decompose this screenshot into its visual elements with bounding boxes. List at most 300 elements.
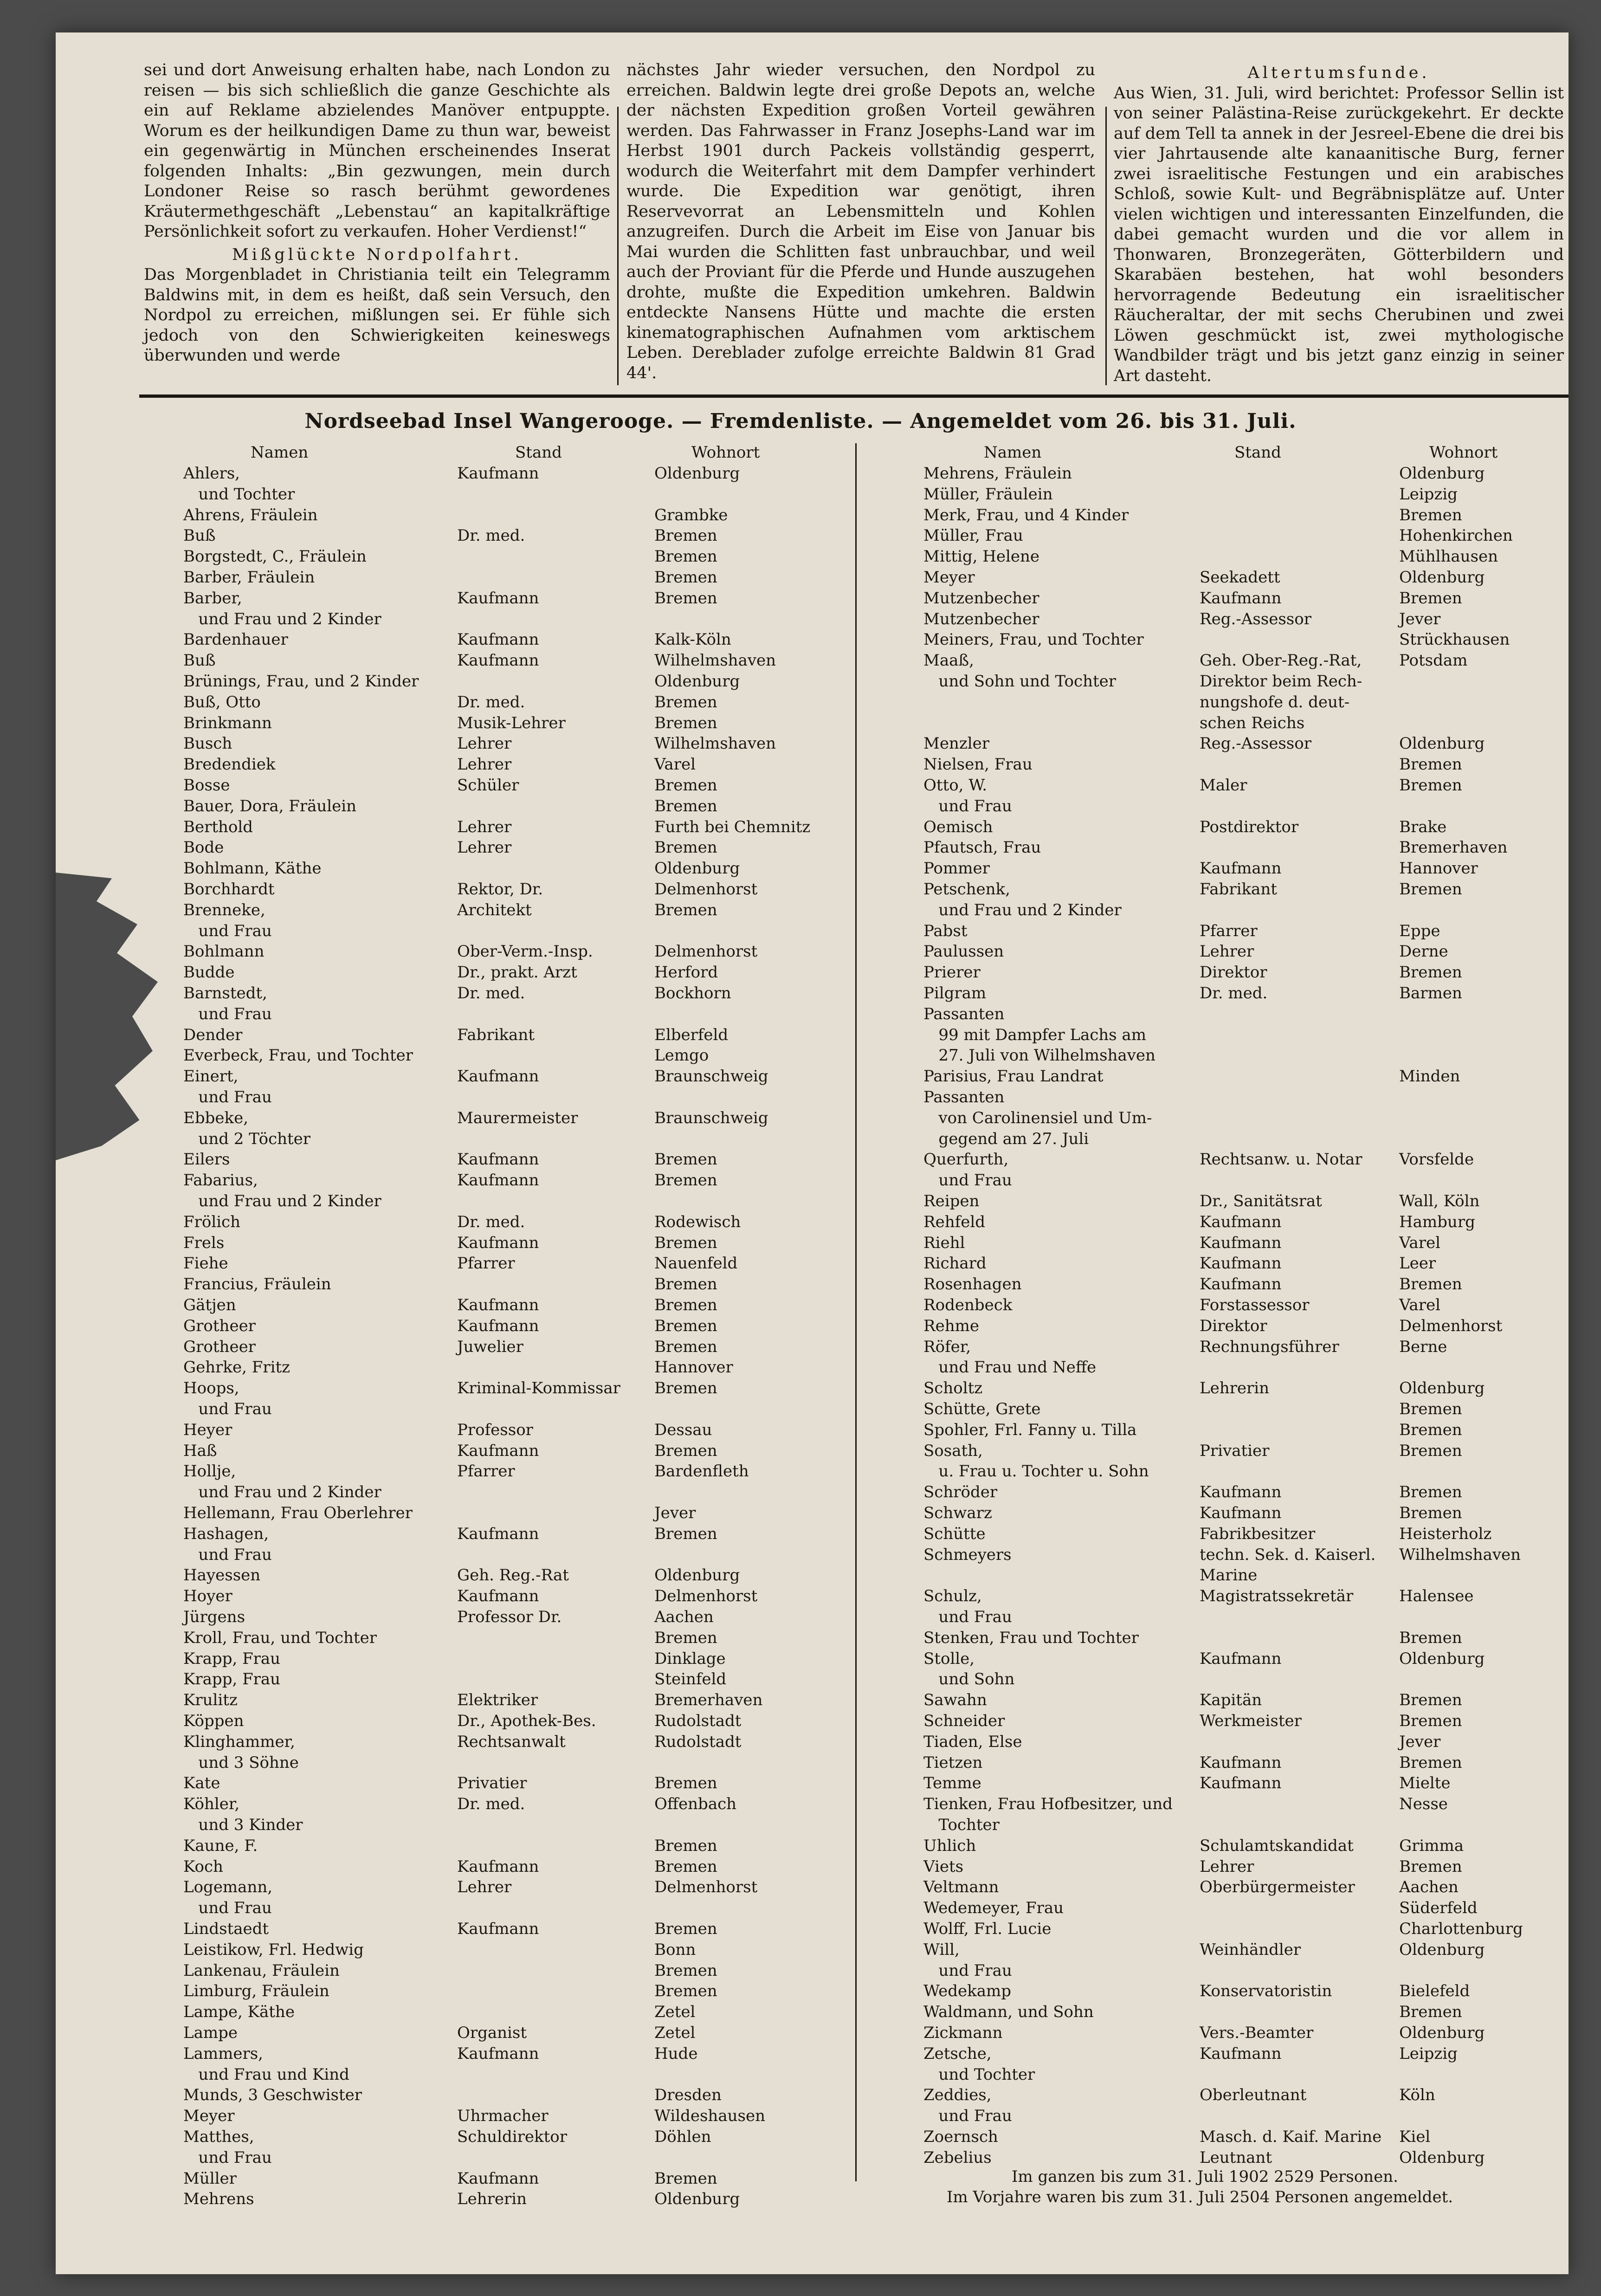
guest-name: Meyer bbox=[183, 2107, 235, 2126]
guest-residence: Bremen bbox=[654, 900, 717, 919]
guest-residence: Delmenhorst bbox=[1399, 1316, 1503, 1335]
guest-residence: Bremen bbox=[654, 1836, 717, 1855]
guest-name: Waldmann, und Sohn bbox=[923, 2003, 1094, 2022]
guest-name: und Frau bbox=[183, 1400, 272, 1418]
guest-name: Pilgram bbox=[923, 984, 987, 1002]
guest-occupation: Rechnungsführer bbox=[1200, 1337, 1339, 1356]
guest-residence: Bremen bbox=[1399, 880, 1462, 899]
guest-residence: Bremen bbox=[654, 1628, 717, 1647]
guest-residence: Bremen bbox=[654, 776, 717, 795]
guest-occupation: Kaufmann bbox=[457, 1316, 539, 1335]
guest-name: Riehl bbox=[923, 1233, 965, 1252]
guest-occupation: Kaufmann bbox=[1200, 1483, 1282, 1502]
article-text: Das Morgenbladet in Christiania teilt ein Telegramm Baldwins mit, in dem es heißt, daß sein Versuch, den Nordpol zu erreichen, mißlungen sei. Er fühle sich jedoch von den Schwierigkeiten keineswegs überwunden und werde bbox=[144, 265, 610, 365]
guest-residence: Strückhausen bbox=[1399, 630, 1510, 649]
guest-name: gegend am 27. Juli bbox=[923, 1129, 1089, 1148]
guest-residence: Bremen bbox=[654, 796, 717, 815]
guest-name: Busch bbox=[183, 734, 232, 753]
guest-name: Kaune, F. bbox=[183, 1836, 258, 1855]
guest-residence: Bremen bbox=[654, 1920, 717, 1938]
guest-name: Nielsen, Frau bbox=[923, 755, 1033, 774]
guest-name: Mittig, Helene bbox=[923, 547, 1040, 566]
guest-residence: Derne bbox=[1399, 942, 1448, 961]
guest-name: Wedemeyer, Frau bbox=[923, 1899, 1064, 1918]
guest-name: Zeddies, bbox=[923, 2086, 992, 2105]
guest-occupation: Architekt bbox=[457, 900, 532, 919]
guest-occupation: Kaufmann bbox=[457, 651, 539, 670]
guest-name: Temme bbox=[923, 1774, 981, 1793]
guest-name: und Tochter bbox=[923, 2065, 1035, 2084]
guest-name: Schröder bbox=[923, 1483, 998, 1502]
guest-residence: Bremen bbox=[1399, 1400, 1462, 1418]
guest-residence: Bremen bbox=[654, 1524, 717, 1543]
guest-residence: Hude bbox=[654, 2044, 698, 2063]
guest-name: Paulussen bbox=[923, 942, 1004, 961]
guest-residence: Offenbach bbox=[654, 1795, 737, 1814]
guest-residence: Rodewisch bbox=[654, 1212, 741, 1231]
guest-name: Veltmann bbox=[923, 1878, 999, 1897]
guest-residence: Oldenburg bbox=[1399, 2024, 1485, 2042]
guest-occupation: Kaufmann bbox=[457, 1524, 539, 1543]
guest-residence: Oldenburg bbox=[1399, 1940, 1485, 1959]
guest-occupation: Rektor, Dr. bbox=[457, 880, 543, 899]
guest-name: Prierer bbox=[923, 963, 981, 982]
guest-residence: Herford bbox=[654, 963, 718, 982]
guest-residence: Oldenburg bbox=[1399, 464, 1485, 483]
guest-occupation: Professor bbox=[457, 1420, 533, 1439]
guest-name: Bredendiek bbox=[183, 755, 276, 774]
guest-name: und Frau und 2 Kinder bbox=[183, 1192, 381, 1210]
guest-name: Frölich bbox=[183, 1212, 241, 1231]
guest-name: Ahrens, Fräulein bbox=[183, 505, 318, 524]
guest-name: und Frau bbox=[183, 2148, 272, 2167]
guest-occupation: Kaufmann bbox=[1200, 1504, 1282, 1522]
guest-occupation: Kaufmann bbox=[457, 1150, 539, 1169]
total-current: Im ganzen bis zum 31. Juli 1902 2529 Personen. bbox=[1012, 2167, 1398, 2186]
guest-residence: Bremen bbox=[654, 1316, 717, 1335]
guest-name: Koch bbox=[183, 1857, 223, 1876]
guest-name: und Frau und 2 Kinder bbox=[183, 1483, 381, 1502]
guest-residence: Nesse bbox=[1399, 1795, 1448, 1814]
guest-occupation: Maler bbox=[1200, 776, 1247, 795]
header-wohnort-left: Wohnort bbox=[691, 443, 760, 462]
guest-residence: Nauenfeld bbox=[654, 1254, 738, 1273]
guest-residence: Furth bei Chemnitz bbox=[654, 817, 811, 836]
guest-occupation: Kaufmann bbox=[457, 1296, 539, 1314]
guest-name: Bohlmann, Käthe bbox=[183, 859, 322, 878]
guest-occupation: Lehrer bbox=[1200, 942, 1254, 961]
guest-residence: Barmen bbox=[1399, 984, 1462, 1002]
guestlist-title: Nordseebad Insel Wangerooge. — Fremdenliste. — Angemeldet vom 26. bis 31. Juli. bbox=[304, 409, 1297, 433]
guest-name: Bosse bbox=[183, 776, 230, 795]
guest-occupation: Fabrikbesitzer bbox=[1200, 1524, 1316, 1543]
header-stand-right: Stand bbox=[1234, 443, 1281, 462]
guest-name: und 2 Töchter bbox=[183, 1129, 311, 1148]
guest-residence: Bremen bbox=[1399, 755, 1462, 774]
guest-occupation: Kaufmann bbox=[1200, 1753, 1282, 1772]
guest-name: Spohler, Frl. Fanny u. Tilla bbox=[923, 1420, 1137, 1439]
guest-name: Lindstaedt bbox=[183, 1920, 269, 1938]
guest-occupation: Uhrmacher bbox=[457, 2107, 549, 2126]
guest-name: Meyer bbox=[923, 568, 975, 587]
guest-name: Müller bbox=[183, 2169, 237, 2188]
guest-occupation: Direktor bbox=[1200, 963, 1267, 982]
guest-occupation: Kaufmann bbox=[457, 1587, 539, 1606]
guest-name: Rehme bbox=[923, 1316, 979, 1335]
guest-name: Bode bbox=[183, 838, 224, 857]
guest-residence: Bardenfleth bbox=[654, 1462, 749, 1481]
article-column-1 bbox=[144, 60, 610, 385]
guest-occupation: Kriminal-Kommissar bbox=[457, 1379, 620, 1398]
guest-occupation: Seekadett bbox=[1200, 568, 1280, 587]
guest-residence: Bremen bbox=[654, 1961, 717, 1980]
guest-name: Borchhardt bbox=[183, 880, 275, 899]
guest-name: Richard bbox=[923, 1254, 987, 1273]
guest-name: u. Frau u. Tochter u. Sohn bbox=[923, 1462, 1149, 1481]
guest-residence: Dinklage bbox=[654, 1649, 726, 1668]
guest-name: und 3 Söhne bbox=[183, 1753, 299, 1772]
guest-occupation: Leutnant bbox=[1200, 2148, 1272, 2167]
total-previous: Im Vorjahre waren bis zum 31. Juli 2504 Personen angemeldet. bbox=[947, 2188, 1453, 2206]
guest-name: Barnstedt, bbox=[183, 984, 267, 1002]
guest-residence: Bonn bbox=[654, 1940, 696, 1959]
guest-residence: Oldenburg bbox=[654, 2190, 740, 2209]
guest-residence: Hamburg bbox=[1399, 1212, 1475, 1231]
guest-name: Limburg, Fräulein bbox=[183, 1982, 329, 2001]
guest-name: Tienken, Frau Hofbesitzer, und bbox=[923, 1795, 1173, 1814]
guest-occupation: Kaufmann bbox=[1200, 2044, 1282, 2063]
guest-residence: Braunschweig bbox=[654, 1067, 768, 1086]
guest-occupation: Forstassessor bbox=[1200, 1296, 1310, 1314]
guest-residence: Bremen bbox=[654, 1233, 717, 1252]
guest-name: Merk, Frau, und 4 Kinder bbox=[923, 505, 1129, 524]
guest-occupation: Kaufmann bbox=[1200, 589, 1282, 608]
guest-occupation: Weinhändler bbox=[1200, 1940, 1301, 1959]
guest-occupation: Reg.-Assessor bbox=[1200, 609, 1311, 628]
guest-name: Schulz, bbox=[923, 1587, 982, 1606]
guest-occupation: Juwelier bbox=[457, 1337, 523, 1356]
guest-name: und Frau bbox=[923, 2107, 1012, 2126]
guest-occupation: Kaufmann bbox=[457, 464, 539, 483]
guest-name: Wolff, Frl. Lucie bbox=[923, 1920, 1052, 1938]
guest-name: Mutzenbecher bbox=[923, 589, 1039, 608]
guest-name: Rodenbeck bbox=[923, 1296, 1013, 1314]
guest-name: und Frau bbox=[183, 1088, 272, 1106]
guest-residence: Eppe bbox=[1399, 921, 1440, 940]
guest-name: Eilers bbox=[183, 1150, 230, 1169]
guest-residence: Wildeshausen bbox=[654, 2107, 765, 2126]
guest-residence: Zetel bbox=[654, 2024, 696, 2042]
guest-name: Lammers, bbox=[183, 2044, 263, 2063]
guest-name: und Frau und Neffe bbox=[923, 1358, 1097, 1377]
guest-name: Reipen bbox=[923, 1192, 980, 1210]
guest-occupation: Oberleutnant bbox=[1200, 2086, 1307, 2105]
guest-occupation: Postdirektor bbox=[1200, 817, 1299, 836]
guest-name: Barber, Fräulein bbox=[183, 568, 315, 587]
guest-occupation: Magistratssekretär bbox=[1200, 1587, 1354, 1606]
guest-residence: Bremen bbox=[654, 1774, 717, 1793]
guest-residence: Bremerhaven bbox=[654, 1691, 763, 1710]
guest-name: Sawahn bbox=[923, 1691, 987, 1710]
guest-name: Brinkmann bbox=[183, 713, 272, 732]
guest-residence: Charlottenburg bbox=[1399, 1920, 1523, 1938]
guest-occupation: Lehrer bbox=[1200, 1857, 1254, 1876]
guest-occupation: Direktor beim Rech- bbox=[1200, 672, 1362, 691]
guest-residence: Bremen bbox=[1399, 1504, 1462, 1522]
column-rule bbox=[855, 443, 857, 2181]
guest-occupation: Ober-Verm.-Insp. bbox=[457, 942, 593, 961]
guest-name: 27. Juli von Wilhelmshaven bbox=[923, 1046, 1156, 1065]
guest-residence: Oldenburg bbox=[654, 859, 740, 878]
guest-name: Zickmann bbox=[923, 2024, 1003, 2042]
guest-name: Gätjen bbox=[183, 1296, 236, 1314]
guest-residence: Bremen bbox=[1399, 1857, 1462, 1876]
guest-name: Querfurth, bbox=[923, 1150, 1009, 1169]
guest-residence: Bremen bbox=[1399, 1275, 1462, 1294]
section-rule bbox=[139, 395, 1569, 398]
guest-residence: Varel bbox=[654, 755, 696, 774]
guest-name: Tietzen bbox=[923, 1753, 983, 1772]
guest-occupation: Geh. Ober-Reg.-Rat, bbox=[1200, 651, 1362, 670]
guest-occupation: schen Reichs bbox=[1200, 713, 1305, 732]
guest-residence: Jever bbox=[1399, 609, 1441, 628]
guest-name: von Carolinensiel und Um- bbox=[923, 1108, 1152, 1127]
guest-occupation: Oberbürgermeister bbox=[1200, 1878, 1355, 1897]
guest-occupation: Kaufmann bbox=[1200, 1774, 1282, 1793]
guest-occupation: Pfarrer bbox=[457, 1462, 515, 1481]
guest-name: Schütte, Grete bbox=[923, 1400, 1041, 1418]
guest-residence: Wall, Köln bbox=[1399, 1192, 1480, 1210]
guest-name: Otto, W. bbox=[923, 776, 988, 795]
guest-residence: Bremen bbox=[1399, 1691, 1462, 1710]
guest-residence: Vorsfelde bbox=[1399, 1150, 1474, 1169]
guest-residence: Bremen bbox=[654, 526, 717, 545]
guest-residence: Wilhelmshaven bbox=[654, 651, 776, 670]
guest-residence: Varel bbox=[1399, 1296, 1440, 1314]
guest-occupation: Kaufmann bbox=[457, 1857, 539, 1876]
guest-residence: Hannover bbox=[654, 1358, 733, 1377]
guest-occupation: Konservatoristin bbox=[1200, 1982, 1332, 2001]
guest-name: Buß bbox=[183, 651, 216, 670]
article-text: Aus Wien, 31. Juli, wird berichtet: Professor Sellin ist von seiner Palästina-Reise zurückgekehrt. Er deckte auf dem Tell ta annek in der Jesreel-Ebene die drei bis vier Jahrtausende alte kanaanitische Burg, ferner zwei israelitische Festungen und ein arabisches Schloß, sowie Kult- und Begräbnisplätze auf. Unter vielen wichtigen und interessanten Einzelfunden, die dabei gemacht wurden und die vor allem in Thonwaren, Bronzegeräten, Götterbildern und Skarabäen bestehen, hat wohl besonders hervorragende Bedeutung ein israelitischer Räucheraltar, der mit sechs Cherubinen und zwei Löwen geschmückt ist, zwei mythologische Wandbilder trägt und bis jetzt ganz einzig in seiner Art dasteht. bbox=[1114, 84, 1564, 385]
guest-residence: Rudolstadt bbox=[654, 1732, 742, 1751]
guest-residence: Leipzig bbox=[1399, 485, 1458, 504]
guest-name: und Frau bbox=[183, 1899, 272, 1918]
guest-name: und Frau bbox=[923, 796, 1012, 815]
guest-residence: Wilhelmshaven bbox=[1399, 1545, 1521, 1564]
guest-occupation: Dr. med. bbox=[1200, 984, 1268, 1002]
article-column-2 bbox=[626, 60, 1095, 385]
guest-residence: Oldenburg bbox=[654, 464, 740, 483]
guest-name: Gehrke, Fritz bbox=[183, 1358, 291, 1377]
guest-residence: Bockhorn bbox=[654, 984, 731, 1002]
guest-name: Viets bbox=[923, 1857, 964, 1876]
guest-name: Grotheer bbox=[183, 1337, 256, 1356]
guest-name: Zoernsch bbox=[923, 2128, 998, 2146]
guest-residence: Delmenhorst bbox=[654, 1878, 758, 1897]
guest-residence: Delmenhorst bbox=[654, 1587, 758, 1606]
guest-residence: Steinfeld bbox=[654, 1670, 727, 1689]
guest-residence: Zetel bbox=[654, 2003, 696, 2022]
guest-occupation: Reg.-Assessor bbox=[1200, 734, 1311, 753]
guest-residence: Mielte bbox=[1399, 1774, 1451, 1793]
guest-residence: Kiel bbox=[1399, 2128, 1431, 2146]
guest-occupation: Marine bbox=[1200, 1566, 1258, 1585]
guest-occupation: Masch. d. Kaif. Marine bbox=[1200, 2128, 1382, 2146]
guest-residence: Bremen bbox=[654, 1275, 717, 1294]
guest-name: Ahlers, bbox=[183, 464, 240, 483]
guest-name: Francius, Fräulein bbox=[183, 1275, 331, 1294]
guest-name: Schwarz bbox=[923, 1504, 992, 1522]
guest-name: und 3 Kinder bbox=[183, 1816, 303, 1834]
guest-name: Leistikow, Frl. Hedwig bbox=[183, 1940, 364, 1959]
guest-occupation: nungshofe d. deut- bbox=[1200, 692, 1350, 711]
guest-name: Buß, Otto bbox=[183, 692, 261, 711]
guest-name: Stolle, bbox=[923, 1649, 975, 1668]
guest-residence: Bremen bbox=[654, 1150, 717, 1169]
guest-occupation: Kaufmann bbox=[457, 2044, 539, 2063]
guest-name: und Frau und Kind bbox=[183, 2065, 349, 2084]
guest-name: Haß bbox=[183, 1441, 217, 1460]
guest-name: Zebelius bbox=[923, 2148, 992, 2167]
guest-occupation: Maurermeister bbox=[457, 1108, 578, 1127]
guest-occupation: Vers.-Beamter bbox=[1200, 2024, 1314, 2042]
guest-occupation: Schuldirektor bbox=[457, 2128, 568, 2146]
guest-occupation: Dr. med. bbox=[457, 692, 525, 711]
guest-residence: Bremen bbox=[654, 1296, 717, 1314]
guest-residence: Bremen bbox=[1399, 1483, 1462, 1502]
guest-residence: Bielefeld bbox=[1399, 1982, 1470, 2001]
guest-occupation: Schulamtskandidat bbox=[1200, 1836, 1354, 1855]
guest-residence: Bremen bbox=[654, 1857, 717, 1876]
guest-name: und Tochter bbox=[183, 485, 295, 504]
guest-occupation: Geh. Reg.-Rat bbox=[457, 1566, 569, 1585]
guest-occupation: Organist bbox=[457, 2024, 527, 2042]
guest-name: Mehrens bbox=[183, 2190, 254, 2209]
guest-name: Hellemann, Frau Oberlehrer bbox=[183, 1504, 413, 1522]
guest-residence: Leer bbox=[1399, 1254, 1436, 1273]
guest-name: Hoyer bbox=[183, 1587, 232, 1606]
guest-residence: Lemgo bbox=[654, 1046, 709, 1065]
guest-residence: Elberfeld bbox=[654, 1025, 729, 1044]
guest-name: und Frau bbox=[183, 921, 272, 940]
article-column-3 bbox=[1114, 60, 1564, 385]
column-rule bbox=[617, 107, 619, 385]
guest-residence: Bremen bbox=[654, 589, 717, 608]
guest-name: Müller, Frau bbox=[923, 526, 1023, 545]
guest-name: Dender bbox=[183, 1025, 243, 1044]
column-rule bbox=[1105, 107, 1107, 385]
guest-occupation: Kaufmann bbox=[457, 1171, 539, 1190]
guest-name: Borgstedt, C., Fräulein bbox=[183, 547, 367, 566]
guest-name: Brenneke, bbox=[183, 900, 265, 919]
guest-residence: Oldenburg bbox=[1399, 1379, 1485, 1398]
guest-residence: Berne bbox=[1399, 1337, 1447, 1356]
guest-name: Klinghammer, bbox=[183, 1732, 295, 1751]
guest-residence: Bremen bbox=[654, 547, 717, 566]
guest-residence: Rudolstadt bbox=[654, 1712, 742, 1730]
guest-residence: Bremen bbox=[1399, 1441, 1462, 1460]
guest-residence: Bremen bbox=[1399, 1753, 1462, 1772]
guest-residence: Minden bbox=[1399, 1067, 1460, 1086]
guest-residence: Bremen bbox=[654, 838, 717, 857]
guest-name: Hashagen, bbox=[183, 1524, 269, 1543]
guest-occupation: Lehrer bbox=[457, 817, 512, 836]
guest-occupation: Elektriker bbox=[457, 1691, 538, 1710]
guest-name: Pfautsch, Frau bbox=[923, 838, 1041, 857]
guest-occupation: techn. Sek. d. Kaiserl. bbox=[1200, 1545, 1376, 1564]
header-name-right: Namen bbox=[984, 443, 1042, 462]
guest-residence: Bremen bbox=[1399, 776, 1462, 795]
guest-residence: Heisterholz bbox=[1399, 1524, 1492, 1543]
guest-name: Stenken, Frau und Tochter bbox=[923, 1628, 1139, 1647]
guest-name: 99 mit Dampfer Lachs am bbox=[923, 1025, 1146, 1044]
guest-name: Rosenhagen bbox=[923, 1275, 1022, 1294]
guest-name: Bauer, Dora, Fräulein bbox=[183, 796, 357, 815]
guest-residence: Bremen bbox=[654, 1441, 717, 1460]
guest-name: Lampe, Käthe bbox=[183, 2003, 295, 2022]
guest-residence: Bremen bbox=[1399, 963, 1462, 982]
guest-occupation: Dr. med. bbox=[457, 1212, 525, 1231]
guest-name: Rehfeld bbox=[923, 1212, 985, 1231]
guest-residence: Bremen bbox=[654, 2169, 717, 2188]
guest-name: und Frau bbox=[923, 1961, 1012, 1980]
article-heading: Altertumsfunde. bbox=[1247, 64, 1430, 82]
guest-name: Köhler, bbox=[183, 1795, 240, 1814]
guest-occupation: Kaufmann bbox=[457, 1920, 539, 1938]
guest-residence: Halensee bbox=[1399, 1587, 1474, 1606]
guest-occupation: Lehrer bbox=[457, 734, 512, 753]
guest-occupation: Kaufmann bbox=[1200, 1233, 1282, 1252]
guest-name: Fiehe bbox=[183, 1254, 228, 1273]
guest-occupation: Schüler bbox=[457, 776, 519, 795]
guest-name: Lampe bbox=[183, 2024, 238, 2042]
guest-occupation: Fabrikant bbox=[1200, 880, 1277, 899]
guest-name: Tochter bbox=[923, 1816, 1000, 1834]
guest-name: Bardenhauer bbox=[183, 630, 288, 649]
guest-occupation: Rechtsanw. u. Notar bbox=[1200, 1150, 1362, 1169]
guest-residence: Döhlen bbox=[654, 2128, 711, 2146]
guest-occupation: Rechtsanwalt bbox=[457, 1732, 566, 1751]
guest-name: Uhlich bbox=[923, 1836, 976, 1855]
guest-residence: Köln bbox=[1399, 2086, 1435, 2105]
guest-name: Brünings, Frau, und 2 Kinder bbox=[183, 672, 419, 691]
guest-name: Lankenau, Fräulein bbox=[183, 1961, 340, 1980]
article-heading: Mißglückte Nordpolfahrt. bbox=[232, 245, 523, 264]
guest-residence: Bremen bbox=[654, 1171, 717, 1190]
guest-residence: Leipzig bbox=[1399, 2044, 1458, 2063]
guest-name: und Frau bbox=[183, 1004, 272, 1023]
guest-name: und Frau bbox=[183, 1545, 272, 1564]
guest-occupation: Kaufmann bbox=[1200, 859, 1282, 878]
guest-occupation: Kaufmann bbox=[457, 1233, 539, 1252]
guest-residence: Delmenhorst bbox=[654, 942, 758, 961]
guest-name: und Sohn und Tochter bbox=[923, 672, 1117, 691]
guest-residence: Oldenburg bbox=[1399, 2148, 1485, 2167]
guest-name: Budde bbox=[183, 963, 235, 982]
header-stand-left: Stand bbox=[515, 443, 562, 462]
guest-occupation: Dr. med. bbox=[457, 984, 525, 1002]
guest-name: und Frau bbox=[923, 1171, 1012, 1190]
guest-name: Maaß, bbox=[923, 651, 974, 670]
guest-name: Hoops, bbox=[183, 1379, 239, 1398]
guest-occupation: Pfarrer bbox=[457, 1254, 515, 1273]
guest-name: Krapp, Frau bbox=[183, 1649, 281, 1668]
guest-name: Pabst bbox=[923, 921, 968, 940]
guest-name: Berthold bbox=[183, 817, 253, 836]
guest-name: Köppen bbox=[183, 1712, 244, 1730]
guest-residence: Potsdam bbox=[1399, 651, 1468, 670]
